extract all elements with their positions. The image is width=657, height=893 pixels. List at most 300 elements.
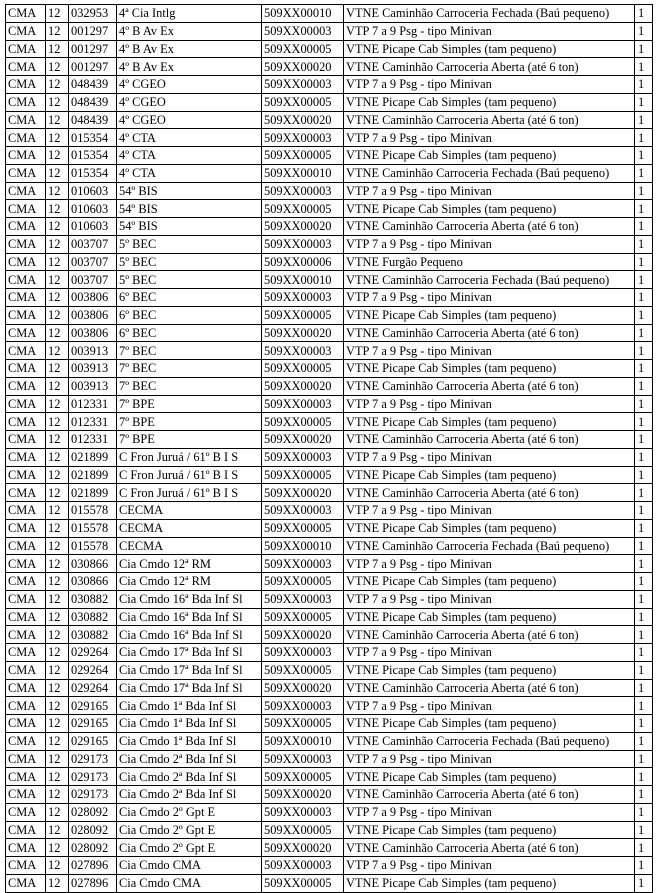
command-cell: CMA <box>6 626 46 644</box>
region-cell: 12 <box>46 697 69 715</box>
item-code-cell: 509XX00005 <box>262 306 344 324</box>
quantity-cell: 1 <box>635 395 653 413</box>
vehicle-description-cell: VTP 7 a 9 Psg - tipo Minivan <box>344 129 635 147</box>
unit-code-cell: 001297 <box>69 58 117 76</box>
command-cell: CMA <box>6 147 46 165</box>
item-code-cell: 509XX00003 <box>262 697 344 715</box>
quantity-cell: 1 <box>635 661 653 679</box>
quantity-cell: 1 <box>635 839 653 857</box>
command-cell: CMA <box>6 590 46 608</box>
quantity-cell: 1 <box>635 40 653 58</box>
unit-name-cell: 7º BEC <box>117 377 262 395</box>
unit-code-cell: 012331 <box>69 395 117 413</box>
vehicle-description-cell: VTNE Picape Cab Simples (tam pequeno) <box>344 821 635 839</box>
table-row <box>6 466 653 484</box>
command-cell: CMA <box>6 697 46 715</box>
vehicle-description-cell: VTNE Picape Cab Simples (tam pequeno) <box>344 360 635 378</box>
table-row <box>6 271 653 289</box>
vehicle-description-cell: VTP 7 a 9 Psg - tipo Minivan <box>344 182 635 200</box>
table-body <box>6 5 653 893</box>
item-code-cell: 509XX00003 <box>262 555 344 573</box>
command-cell: CMA <box>6 360 46 378</box>
item-code-cell: 509XX00020 <box>262 377 344 395</box>
command-cell: CMA <box>6 715 46 733</box>
quantity-cell: 1 <box>635 502 653 520</box>
vehicle-description-cell: VTP 7 a 9 Psg - tipo Minivan <box>344 502 635 520</box>
region-cell: 12 <box>46 306 69 324</box>
region-cell: 12 <box>46 466 69 484</box>
unit-code-cell: 003806 <box>69 289 117 307</box>
vehicle-description-cell: VTNE Caminhão Carroceria Aberta (até 6 ton) <box>344 786 635 804</box>
vehicle-description-cell: VTNE Picape Cab Simples (tam pequeno) <box>344 147 635 165</box>
table-row <box>6 5 653 23</box>
region-cell: 12 <box>46 342 69 360</box>
quantity-cell: 1 <box>635 484 653 502</box>
item-code-cell: 509XX00003 <box>262 22 344 40</box>
quantity-cell: 1 <box>635 786 653 804</box>
quantity-cell: 1 <box>635 253 653 271</box>
vehicle-description-cell: VTNE Picape Cab Simples (tam pequeno) <box>344 661 635 679</box>
command-cell: CMA <box>6 484 46 502</box>
vehicle-description-cell: VTNE Caminhão Carroceria Aberta (até 6 ton) <box>344 58 635 76</box>
quantity-cell: 1 <box>635 324 653 342</box>
table-row <box>6 874 653 892</box>
item-code-cell: 509XX00003 <box>262 502 344 520</box>
unit-code-cell: 003913 <box>69 342 117 360</box>
unit-code-cell: 015354 <box>69 147 117 165</box>
item-code-cell: 509XX00005 <box>262 874 344 892</box>
table-row <box>6 111 653 129</box>
quantity-cell: 1 <box>635 360 653 378</box>
quantity-cell: 1 <box>635 750 653 768</box>
vehicle-description-cell: VTNE Caminhão Carroceria Fechada (Baú pequeno) <box>344 732 635 750</box>
unit-name-cell: 6º BEC <box>117 306 262 324</box>
unit-name-cell: Cia Cmdo 1ª Bda Inf Sl <box>117 697 262 715</box>
command-cell: CMA <box>6 750 46 768</box>
unit-name-cell: 54º BIS <box>117 182 262 200</box>
region-cell: 12 <box>46 147 69 165</box>
item-code-cell: 509XX00010 <box>262 271 344 289</box>
unit-code-cell: 010603 <box>69 182 117 200</box>
unit-code-cell: 001297 <box>69 40 117 58</box>
unit-code-cell: 021899 <box>69 484 117 502</box>
region-cell: 12 <box>46 5 69 23</box>
region-cell: 12 <box>46 732 69 750</box>
table-row <box>6 200 653 218</box>
item-code-cell: 509XX00005 <box>262 608 344 626</box>
command-cell: CMA <box>6 839 46 857</box>
unit-code-cell: 029264 <box>69 661 117 679</box>
command-cell: CMA <box>6 519 46 537</box>
region-cell: 12 <box>46 324 69 342</box>
vehicle-description-cell: VTP 7 a 9 Psg - tipo Minivan <box>344 857 635 875</box>
unit-name-cell: Cia Cmdo 12ª RM <box>117 555 262 573</box>
command-cell: CMA <box>6 342 46 360</box>
unit-code-cell: 015578 <box>69 519 117 537</box>
item-code-cell: 509XX00003 <box>262 129 344 147</box>
command-cell: CMA <box>6 661 46 679</box>
table-row <box>6 413 653 431</box>
table-row <box>6 768 653 786</box>
table-row <box>6 821 653 839</box>
item-code-cell: 509XX00010 <box>262 5 344 23</box>
unit-name-cell: Cia Cmdo 17ª Bda Inf Sl <box>117 644 262 662</box>
unit-name-cell: 4º CTA <box>117 129 262 147</box>
vehicle-description-cell: VTNE Caminhão Carroceria Fechada (Baú pequeno) <box>344 271 635 289</box>
region-cell: 12 <box>46 484 69 502</box>
unit-name-cell: Cia Cmdo 2ª Bda Inf Sl <box>117 768 262 786</box>
region-cell: 12 <box>46 644 69 662</box>
unit-name-cell: 7º BPE <box>117 413 262 431</box>
item-code-cell: 509XX00005 <box>262 466 344 484</box>
command-cell: CMA <box>6 466 46 484</box>
item-code-cell: 509XX00003 <box>262 857 344 875</box>
quantity-cell: 1 <box>635 271 653 289</box>
unit-name-cell: CECMA <box>117 519 262 537</box>
unit-code-cell: 003707 <box>69 253 117 271</box>
quantity-cell: 1 <box>635 803 653 821</box>
unit-name-cell: Cia Cmdo 17ª Bda Inf Sl <box>117 661 262 679</box>
unit-code-cell: 032953 <box>69 5 117 23</box>
quantity-cell: 1 <box>635 22 653 40</box>
region-cell: 12 <box>46 235 69 253</box>
region-cell: 12 <box>46 768 69 786</box>
unit-name-cell: Cia Cmdo 2ª Bda Inf Sl <box>117 750 262 768</box>
region-cell: 12 <box>46 679 69 697</box>
quantity-cell: 1 <box>635 218 653 236</box>
table-row <box>6 448 653 466</box>
command-cell: CMA <box>6 413 46 431</box>
table-row <box>6 360 653 378</box>
item-code-cell: 509XX00003 <box>262 590 344 608</box>
quantity-cell: 1 <box>635 431 653 449</box>
region-cell: 12 <box>46 803 69 821</box>
region-cell: 12 <box>46 857 69 875</box>
quantity-cell: 1 <box>635 448 653 466</box>
table-row <box>6 839 653 857</box>
region-cell: 12 <box>46 22 69 40</box>
vehicle-description-cell: VTNE Picape Cab Simples (tam pequeno) <box>344 466 635 484</box>
unit-code-cell: 010603 <box>69 200 117 218</box>
region-cell: 12 <box>46 395 69 413</box>
quantity-cell: 1 <box>635 200 653 218</box>
unit-code-cell: 029264 <box>69 679 117 697</box>
vehicle-description-cell: VTP 7 a 9 Psg - tipo Minivan <box>344 590 635 608</box>
command-cell: CMA <box>6 40 46 58</box>
unit-name-cell: 4º B Av Ex <box>117 40 262 58</box>
item-code-cell: 509XX00020 <box>262 839 344 857</box>
vehicle-description-cell: VTNE Caminhão Carroceria Aberta (até 6 ton) <box>344 484 635 502</box>
region-cell: 12 <box>46 271 69 289</box>
vehicle-description-cell: VTNE Caminhão Carroceria Aberta (até 6 ton) <box>344 218 635 236</box>
vehicle-description-cell: VTNE Picape Cab Simples (tam pequeno) <box>344 306 635 324</box>
unit-name-cell: 5º BEC <box>117 271 262 289</box>
unit-code-cell: 015354 <box>69 164 117 182</box>
quantity-cell: 1 <box>635 466 653 484</box>
vehicle-description-cell: VTNE Caminhão Carroceria Aberta (até 6 ton) <box>344 679 635 697</box>
unit-code-cell: 027896 <box>69 857 117 875</box>
table-row <box>6 679 653 697</box>
item-code-cell: 509XX00005 <box>262 768 344 786</box>
command-cell: CMA <box>6 448 46 466</box>
unit-code-cell: 015354 <box>69 129 117 147</box>
unit-code-cell: 003806 <box>69 324 117 342</box>
unit-code-cell: 030866 <box>69 555 117 573</box>
quantity-cell: 1 <box>635 732 653 750</box>
table-row <box>6 519 653 537</box>
table-row <box>6 93 653 111</box>
unit-name-cell: Cia Cmdo 1ª Bda Inf Sl <box>117 715 262 733</box>
unit-code-cell: 001297 <box>69 22 117 40</box>
region-cell: 12 <box>46 182 69 200</box>
quantity-cell: 1 <box>635 697 653 715</box>
region-cell: 12 <box>46 661 69 679</box>
unit-name-cell: 4ª Cia Intlg <box>117 5 262 23</box>
item-code-cell: 509XX00010 <box>262 164 344 182</box>
unit-code-cell: 030882 <box>69 608 117 626</box>
unit-code-cell: 029165 <box>69 732 117 750</box>
vehicle-description-cell: VTP 7 a 9 Psg - tipo Minivan <box>344 555 635 573</box>
unit-code-cell: 010603 <box>69 218 117 236</box>
table-row <box>6 76 653 94</box>
region-cell: 12 <box>46 200 69 218</box>
vehicle-description-cell: VTNE Caminhão Carroceria Aberta (até 6 ton) <box>344 377 635 395</box>
command-cell: CMA <box>6 58 46 76</box>
command-cell: CMA <box>6 377 46 395</box>
region-cell: 12 <box>46 360 69 378</box>
unit-name-cell: Cia Cmdo 16ª Bda Inf Sl <box>117 608 262 626</box>
vehicle-description-cell: VTNE Picape Cab Simples (tam pequeno) <box>344 573 635 591</box>
quantity-cell: 1 <box>635 342 653 360</box>
item-code-cell: 509XX00003 <box>262 342 344 360</box>
vehicle-description-cell: VTNE Caminhão Carroceria Aberta (até 6 ton) <box>344 626 635 644</box>
quantity-cell: 1 <box>635 626 653 644</box>
vehicle-description-cell: VTP 7 a 9 Psg - tipo Minivan <box>344 448 635 466</box>
command-cell: CMA <box>6 679 46 697</box>
table-row <box>6 218 653 236</box>
quantity-cell: 1 <box>635 537 653 555</box>
region-cell: 12 <box>46 626 69 644</box>
command-cell: CMA <box>6 874 46 892</box>
region-cell: 12 <box>46 413 69 431</box>
command-cell: CMA <box>6 644 46 662</box>
table-row <box>6 342 653 360</box>
quantity-cell: 1 <box>635 129 653 147</box>
unit-code-cell: 029173 <box>69 786 117 804</box>
unit-name-cell: C Fron Juruá / 61º B I S <box>117 448 262 466</box>
region-cell: 12 <box>46 786 69 804</box>
vehicle-allocation-table <box>5 4 653 893</box>
region-cell: 12 <box>46 76 69 94</box>
table-row <box>6 590 653 608</box>
command-cell: CMA <box>6 218 46 236</box>
item-code-cell: 509XX00005 <box>262 40 344 58</box>
quantity-cell: 1 <box>635 235 653 253</box>
table-row <box>6 147 653 165</box>
region-cell: 12 <box>46 555 69 573</box>
region-cell: 12 <box>46 502 69 520</box>
table-row <box>6 786 653 804</box>
item-code-cell: 509XX00020 <box>262 484 344 502</box>
item-code-cell: 509XX00005 <box>262 200 344 218</box>
item-code-cell: 509XX00003 <box>262 644 344 662</box>
item-code-cell: 509XX00003 <box>262 182 344 200</box>
unit-code-cell: 029264 <box>69 644 117 662</box>
table-row <box>6 803 653 821</box>
unit-name-cell: C Fron Juruá / 61º B I S <box>117 484 262 502</box>
table-row <box>6 502 653 520</box>
item-code-cell: 509XX00005 <box>262 573 344 591</box>
vehicle-description-cell: VTP 7 a 9 Psg - tipo Minivan <box>344 644 635 662</box>
region-cell: 12 <box>46 519 69 537</box>
unit-name-cell: Cia Cmdo 2º Gpt E <box>117 803 262 821</box>
region-cell: 12 <box>46 750 69 768</box>
table-row <box>6 715 653 733</box>
item-code-cell: 509XX00020 <box>262 626 344 644</box>
quantity-cell: 1 <box>635 306 653 324</box>
table-row <box>6 58 653 76</box>
item-code-cell: 509XX00005 <box>262 661 344 679</box>
quantity-cell: 1 <box>635 821 653 839</box>
unit-name-cell: 7º BPE <box>117 395 262 413</box>
unit-name-cell: Cia Cmdo 2º Gpt E <box>117 821 262 839</box>
command-cell: CMA <box>6 555 46 573</box>
unit-name-cell: 4º B Av Ex <box>117 58 262 76</box>
unit-name-cell: 4º B Av Ex <box>117 22 262 40</box>
command-cell: CMA <box>6 502 46 520</box>
unit-code-cell: 027896 <box>69 874 117 892</box>
vehicle-description-cell: VTNE Picape Cab Simples (tam pequeno) <box>344 608 635 626</box>
table-row <box>6 661 653 679</box>
unit-code-cell: 012331 <box>69 431 117 449</box>
unit-code-cell: 021899 <box>69 466 117 484</box>
unit-name-cell: 5º BEC <box>117 253 262 271</box>
table-row <box>6 395 653 413</box>
quantity-cell: 1 <box>635 768 653 786</box>
vehicle-description-cell: VTP 7 a 9 Psg - tipo Minivan <box>344 342 635 360</box>
command-cell: CMA <box>6 129 46 147</box>
quantity-cell: 1 <box>635 147 653 165</box>
unit-name-cell: Cia Cmdo 16ª Bda Inf Sl <box>117 626 262 644</box>
command-cell: CMA <box>6 93 46 111</box>
command-cell: CMA <box>6 76 46 94</box>
quantity-cell: 1 <box>635 519 653 537</box>
unit-name-cell: Cia Cmdo CMA <box>117 874 262 892</box>
quantity-cell: 1 <box>635 58 653 76</box>
region-cell: 12 <box>46 431 69 449</box>
table-row <box>6 857 653 875</box>
region-cell: 12 <box>46 377 69 395</box>
command-cell: CMA <box>6 857 46 875</box>
command-cell: CMA <box>6 537 46 555</box>
command-cell: CMA <box>6 431 46 449</box>
vehicle-description-cell: VTNE Picape Cab Simples (tam pequeno) <box>344 874 635 892</box>
item-code-cell: 509XX00005 <box>262 147 344 165</box>
table-row <box>6 644 653 662</box>
command-cell: CMA <box>6 732 46 750</box>
command-cell: CMA <box>6 111 46 129</box>
command-cell: CMA <box>6 786 46 804</box>
unit-code-cell: 030882 <box>69 590 117 608</box>
quantity-cell: 1 <box>635 573 653 591</box>
item-code-cell: 509XX00005 <box>262 93 344 111</box>
vehicle-description-cell: VTNE Picape Cab Simples (tam pequeno) <box>344 715 635 733</box>
item-code-cell: 509XX00003 <box>262 448 344 466</box>
unit-name-cell: 54º BIS <box>117 218 262 236</box>
command-cell: CMA <box>6 5 46 23</box>
item-code-cell: 509XX00003 <box>262 395 344 413</box>
unit-name-cell: 54º BIS <box>117 200 262 218</box>
region-cell: 12 <box>46 821 69 839</box>
command-cell: CMA <box>6 271 46 289</box>
region-cell: 12 <box>46 218 69 236</box>
unit-code-cell: 048439 <box>69 76 117 94</box>
unit-code-cell: 028092 <box>69 803 117 821</box>
vehicle-description-cell: VTP 7 a 9 Psg - tipo Minivan <box>344 803 635 821</box>
region-cell: 12 <box>46 590 69 608</box>
region-cell: 12 <box>46 537 69 555</box>
table-row <box>6 537 653 555</box>
command-cell: CMA <box>6 573 46 591</box>
unit-code-cell: 003913 <box>69 360 117 378</box>
table-row <box>6 22 653 40</box>
vehicle-description-cell: VTP 7 a 9 Psg - tipo Minivan <box>344 395 635 413</box>
unit-name-cell: 6º BEC <box>117 289 262 307</box>
command-cell: CMA <box>6 253 46 271</box>
table-row <box>6 129 653 147</box>
item-code-cell: 509XX00020 <box>262 58 344 76</box>
vehicle-description-cell: VTNE Furgão Pequeno <box>344 253 635 271</box>
table-row <box>6 377 653 395</box>
item-code-cell: 509XX00003 <box>262 289 344 307</box>
region-cell: 12 <box>46 58 69 76</box>
unit-name-cell: CECMA <box>117 537 262 555</box>
vehicle-description-cell: VTNE Caminhão Carroceria Aberta (até 6 ton) <box>344 324 635 342</box>
item-code-cell: 509XX00020 <box>262 324 344 342</box>
unit-name-cell: 7º BEC <box>117 360 262 378</box>
unit-code-cell: 048439 <box>69 111 117 129</box>
unit-name-cell: Cia Cmdo 17ª Bda Inf Sl <box>117 679 262 697</box>
vehicle-description-cell: VTNE Caminhão Carroceria Fechada (Baú pequeno) <box>344 5 635 23</box>
item-code-cell: 509XX00005 <box>262 519 344 537</box>
unit-code-cell: 015578 <box>69 502 117 520</box>
unit-code-cell: 029165 <box>69 715 117 733</box>
region-cell: 12 <box>46 874 69 892</box>
quantity-cell: 1 <box>635 182 653 200</box>
quantity-cell: 1 <box>635 93 653 111</box>
vehicle-description-cell: VTNE Picape Cab Simples (tam pequeno) <box>344 93 635 111</box>
region-cell: 12 <box>46 111 69 129</box>
unit-name-cell: CECMA <box>117 502 262 520</box>
vehicle-description-cell: VTNE Caminhão Carroceria Fechada (Baú pequeno) <box>344 537 635 555</box>
item-code-cell: 509XX00005 <box>262 821 344 839</box>
unit-name-cell: 5º BEC <box>117 235 262 253</box>
item-code-cell: 509XX00003 <box>262 803 344 821</box>
vehicle-description-cell: VTNE Picape Cab Simples (tam pequeno) <box>344 200 635 218</box>
table-row <box>6 306 653 324</box>
table-row <box>6 235 653 253</box>
item-code-cell: 509XX00020 <box>262 111 344 129</box>
table-row <box>6 555 653 573</box>
vehicle-description-cell: VTNE Caminhão Carroceria Aberta (até 6 ton) <box>344 839 635 857</box>
command-cell: CMA <box>6 306 46 324</box>
unit-code-cell: 028092 <box>69 821 117 839</box>
unit-code-cell: 029173 <box>69 768 117 786</box>
quantity-cell: 1 <box>635 679 653 697</box>
quantity-cell: 1 <box>635 111 653 129</box>
quantity-cell: 1 <box>635 608 653 626</box>
vehicle-description-cell: VTNE Caminhão Carroceria Fechada (Baú pequeno) <box>344 164 635 182</box>
